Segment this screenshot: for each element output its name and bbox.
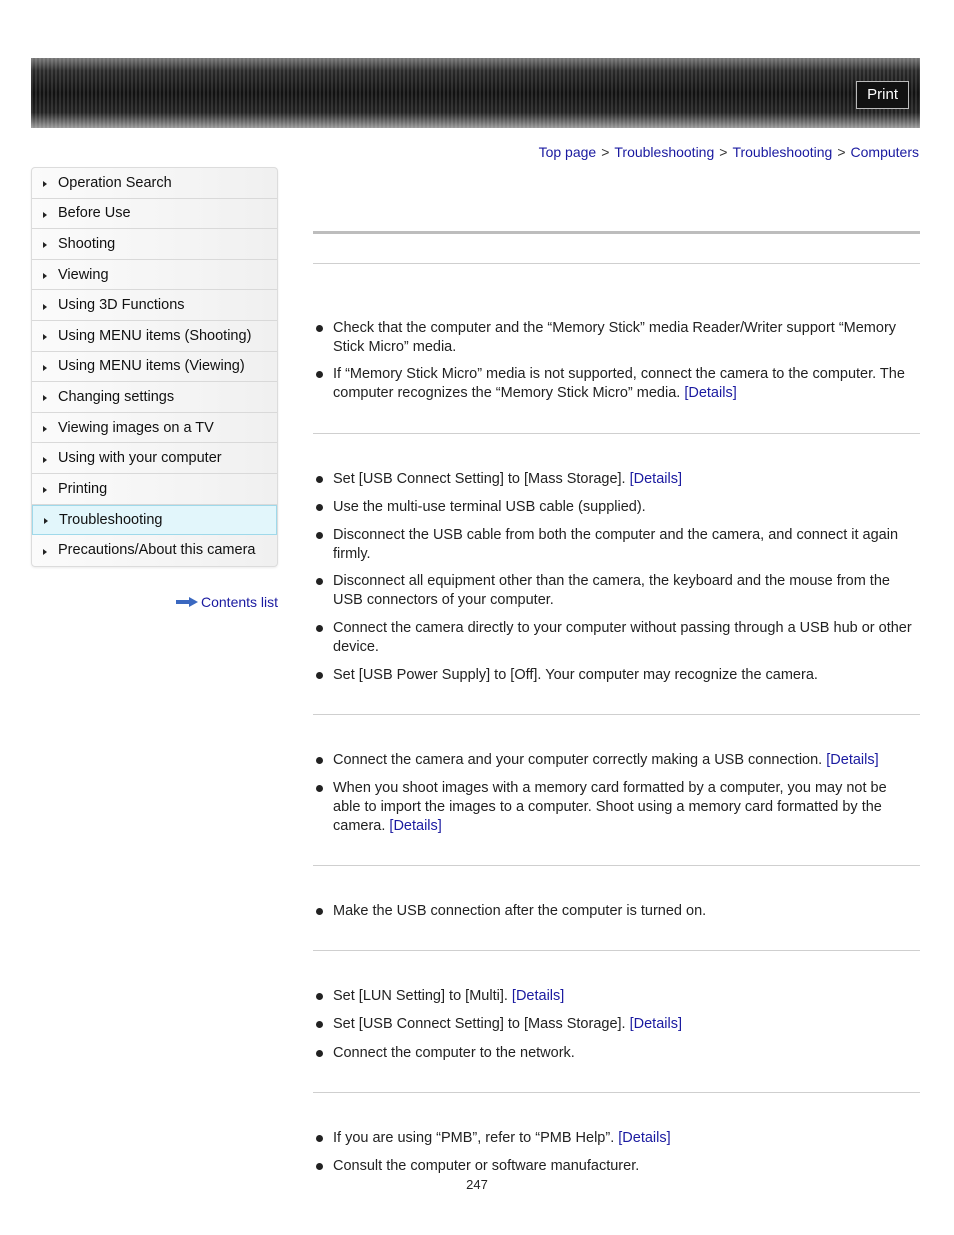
- bullet-icon: [316, 785, 323, 792]
- list-item-text: Connect the computer to the network.: [333, 1045, 575, 1061]
- sidebar-item-label: Using 3D Functions: [58, 297, 185, 314]
- list-item-text: Set [LUN Setting] to [Multi].: [333, 988, 508, 1004]
- triangle-right-icon: [43, 549, 47, 555]
- sidebar-item-label: Troubleshooting: [59, 511, 163, 528]
- triangle-right-icon: [43, 181, 47, 187]
- sidebar-item[interactable]: [32, 352, 277, 383]
- list-item: [316, 319, 916, 357]
- details-link[interactable]: [Details]: [684, 385, 737, 401]
- bullet-icon: [316, 1021, 323, 1028]
- sidebar-item-label: Operation Search: [58, 174, 172, 191]
- list-item: [316, 572, 916, 610]
- list-item: [316, 365, 916, 403]
- list-item-text: Set [USB Power Supply] to [Off]. Your computer may recognize the camera.: [333, 667, 818, 683]
- contents-list-label: Contents list: [201, 594, 279, 610]
- contents-list-link[interactable]: [176, 594, 278, 610]
- list-item: [316, 470, 916, 489]
- list-item-text: If you are using “PMB”, refer to “PMB Help”.: [333, 1130, 615, 1146]
- sidebar-nav: [31, 167, 278, 567]
- section-divider: [313, 263, 920, 264]
- sidebar-item-label: Using MENU items (Viewing): [58, 358, 245, 375]
- bullet-icon: [316, 371, 323, 378]
- sidebar-item-label: Viewing images on a TV: [58, 419, 214, 436]
- list-item: [316, 751, 916, 770]
- page-number: 247: [466, 1177, 488, 1192]
- sidebar-item[interactable]: [32, 168, 277, 199]
- list-item-text: When you shoot images with a memory card formatted by a computer, you may not be able to import the images to a computer. Shoot using a memory card formatted by the camera.: [333, 780, 887, 834]
- sidebar-item[interactable]: [32, 535, 277, 566]
- sidebar-item[interactable]: [32, 382, 277, 413]
- title-divider: [313, 231, 920, 234]
- bullet-icon: [316, 504, 323, 511]
- triangle-right-icon: [43, 426, 47, 432]
- breadcrumb-top-page[interactable]: Top page: [538, 144, 597, 160]
- bullet-icon: [316, 625, 323, 632]
- sidebar-item-label: Precautions/About this camera: [58, 542, 256, 559]
- list-item: [316, 1129, 916, 1148]
- list-item: [316, 1044, 916, 1063]
- triangle-right-icon: [43, 212, 47, 218]
- list-item-text: Consult the computer or software manufacturer.: [333, 1158, 640, 1174]
- list-item-text: Set [USB Connect Setting] to [Mass Storage].: [333, 471, 626, 487]
- bullet-icon: [316, 757, 323, 764]
- sidebar-item[interactable]: [32, 321, 277, 352]
- list-item: [316, 619, 916, 657]
- list-item: [316, 498, 916, 517]
- section-divider: [313, 714, 920, 715]
- sidebar-item-label: Printing: [58, 480, 108, 497]
- sidebar-item[interactable]: [32, 229, 277, 260]
- breadcrumb: [539, 144, 919, 160]
- details-link[interactable]: [Details]: [826, 752, 879, 768]
- section-divider: [313, 433, 920, 434]
- list-item-text: Use the multi-use terminal USB cable (supplied).: [333, 499, 646, 515]
- section-divider: [313, 865, 920, 866]
- print-button[interactable]: Print: [856, 81, 909, 109]
- sidebar-item[interactable]: [32, 443, 277, 474]
- section-divider: [313, 950, 920, 951]
- breadcrumb-troubleshooting-sub[interactable]: Troubleshooting: [732, 144, 833, 160]
- header-banner: [31, 58, 920, 128]
- bullet-icon: [316, 325, 323, 332]
- details-link[interactable]: [Details]: [629, 471, 682, 487]
- details-link[interactable]: [Details]: [629, 1016, 682, 1032]
- bullet-icon: [316, 1163, 323, 1170]
- triangle-right-icon: [43, 457, 47, 463]
- section-divider: [313, 1092, 920, 1093]
- bullet-icon: [316, 1135, 323, 1142]
- bullet-icon: [316, 993, 323, 1000]
- list-item-text: Make the USB connection after the computer is turned on.: [333, 903, 707, 919]
- list-item-text: Connect the camera and your computer correctly making a USB connection.: [333, 752, 823, 768]
- sidebar-item[interactable]: [32, 260, 277, 291]
- sidebar-item-label: Shooting: [58, 235, 116, 252]
- list-item: [316, 1157, 916, 1176]
- triangle-right-icon: [43, 334, 47, 340]
- sidebar-item-label: Viewing: [58, 266, 109, 283]
- list-item-text: Disconnect the USB cable from both the computer and the camera, and connect it again firmly.: [333, 527, 899, 562]
- triangle-right-icon: [43, 273, 47, 279]
- sidebar-item-label: Before Use: [58, 205, 131, 222]
- sidebar-item[interactable]: [32, 413, 277, 444]
- bullet-icon: [316, 908, 323, 915]
- triangle-right-icon: [43, 487, 47, 493]
- triangle-right-icon: [44, 518, 48, 524]
- list-item-text: Check that the computer and the “Memory Stick” media Reader/Writer support “Memory Stick Micro” media.: [333, 320, 897, 355]
- sidebar-item[interactable]: [32, 290, 277, 321]
- breadcrumb-separator: >: [601, 144, 610, 160]
- triangle-right-icon: [43, 304, 47, 310]
- bullet-icon: [316, 1050, 323, 1057]
- bullet-icon: [316, 476, 323, 483]
- list-item: [316, 526, 916, 564]
- breadcrumb-computers[interactable]: Computers: [850, 144, 919, 160]
- list-item: [316, 779, 916, 836]
- sidebar-item[interactable]: [32, 505, 277, 536]
- arrow-right-icon: [176, 594, 198, 610]
- sidebar-item-label: Using with your computer: [58, 450, 222, 467]
- triangle-right-icon: [43, 242, 47, 248]
- list-item-text: Connect the camera directly to your computer without passing through a USB hub or other device.: [333, 620, 912, 655]
- list-item: [316, 987, 916, 1006]
- bullet-icon: [316, 532, 323, 539]
- details-link[interactable]: [Details]: [511, 988, 565, 1004]
- triangle-right-icon: [43, 365, 47, 371]
- bullet-icon: [316, 672, 323, 679]
- sidebar-item-label: Changing settings: [58, 388, 175, 405]
- breadcrumb-separator: >: [837, 144, 846, 160]
- list-item-text: Disconnect all equipment other than the camera, the keyboard and the mouse from the USB connectors of your computer.: [333, 573, 890, 608]
- sidebar-item-label: Using MENU items (Shooting): [58, 327, 252, 344]
- breadcrumb-separator: >: [719, 144, 728, 160]
- triangle-right-icon: [43, 395, 47, 401]
- details-link[interactable]: [Details]: [618, 1130, 671, 1146]
- breadcrumb-troubleshooting[interactable]: Troubleshooting: [614, 144, 715, 160]
- list-item-text: Set [USB Connect Setting] to [Mass Storage].: [333, 1016, 626, 1032]
- bullet-icon: [316, 578, 323, 585]
- list-item: [316, 902, 916, 921]
- list-item-text: If “Memory Stick Micro” media is not supported, connect the camera to the computer. The computer recognizes the “Memory Stick Micro” media.: [333, 366, 905, 401]
- details-link[interactable]: [Details]: [389, 818, 442, 834]
- sidebar-item[interactable]: [32, 199, 277, 230]
- list-item: [316, 1015, 916, 1034]
- list-item: [316, 666, 916, 685]
- sidebar-item[interactable]: [32, 474, 277, 505]
